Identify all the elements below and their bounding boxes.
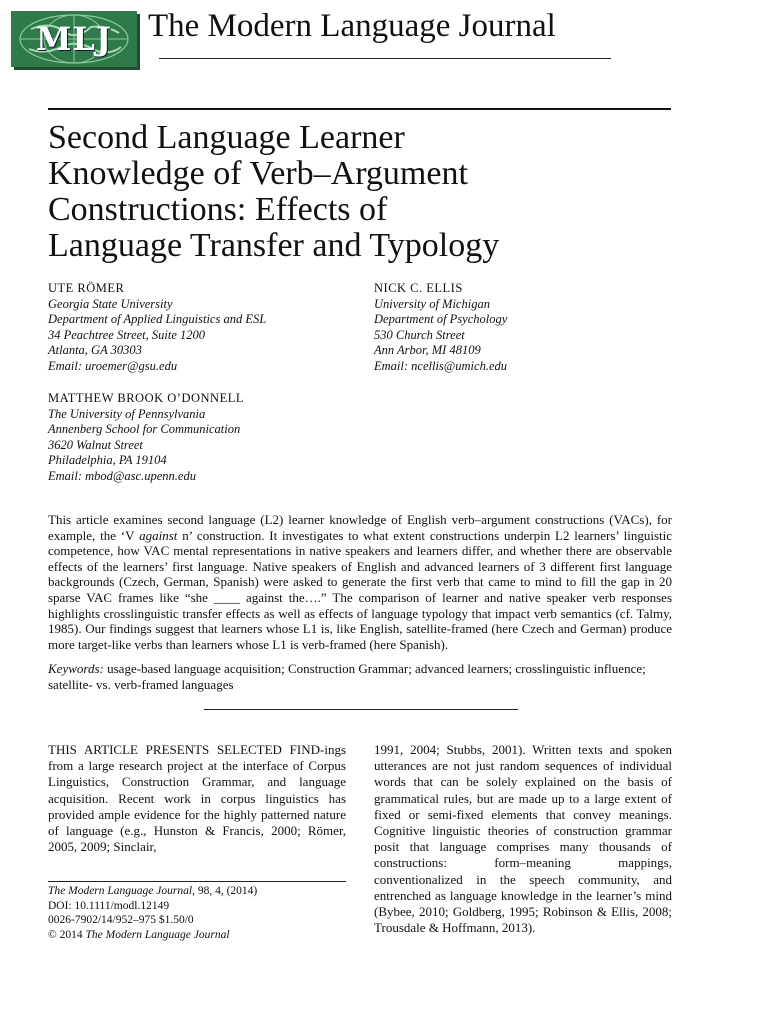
author-affiliation: Department of Psychology: [374, 312, 508, 326]
author-email: [48, 359, 266, 375]
author-affiliation: Ann Arbor, MI 48109: [374, 343, 481, 357]
copyright-prefix: © 2014: [48, 928, 86, 941]
keywords-text: usage-based language acquisition; Construction Grammar; advanced learners; crosslinguistic influence; satellite- vs. verb-framed languages: [48, 661, 646, 692]
author-affiliation: 34 Peachtree Street, Suite 1200: [48, 327, 206, 342]
body-text: 1991, 2004; Stubbs, 2001). Written texts and spoken utterances are not just random sequences of individual words that can be solely explained on the basis of grammatical rules, but are made up to a large extent of fixed or semi-fixed elements that convey meanings. Cognitive linguistic theories of construction grammar posit that language comprises many thousands of constructions: form–meaning mappings, conventionalized in the speech community, and entrenched as language knowledge in the learner’s mind (Bybee, 2010; Goldberg, 1995; Robinson & Ellis, 2008; Trousdale & Hoffmann, 2013).: [374, 742, 672, 936]
footnote-citation: [48, 884, 346, 899]
author-email: [374, 359, 507, 375]
article-title: [48, 120, 688, 264]
author-email: [48, 469, 244, 485]
section-rule: [204, 709, 518, 710]
abstract: [48, 512, 672, 652]
author-affiliation: Philadelphia, PA 19104: [48, 453, 167, 467]
abstract-text: This article examines second language (L2) learner knowledge of English verb–argument constructions (VACs), for example, the ‘V: [48, 512, 672, 543]
footnote-rule: [48, 881, 346, 882]
title-rule: [48, 108, 671, 110]
journal-title: The Modern Language Journal: [148, 8, 556, 44]
author-affiliation: 530 Church Street: [374, 327, 465, 342]
author-affiliation: The University of Pennsylvania: [48, 406, 206, 421]
author-affiliation: 3620 Walnut Street: [48, 437, 143, 452]
abstract-text: n’ construction. It investigates to what extent constructions underpin L2 learners’ linguistic competence, how VAC mental representations in native speakers and learners differ, and whether there are observable effects of the learners’ first language. Native speakers of English and advanced learners of 3 different first language backgrounds (Czech, German, Spanish) were asked to generate the first verb that came to mind to fill the gap in 20 sparse VAC frames like “she ____ against the….” The comparison of learner and native speaker verb responses highlights crosslinguistic transfer effects as well as effects of language typology that impact verb semantics (cf. Talmy, 1985). Our findings suggest that learners whose L1 is, like English, satellite-framed (here Czech and German) produce more target-like verbs than learners whose L1 is verb-framed (here Spanish).: [48, 527, 672, 652]
title-line: Constructions: Effects of: [48, 191, 388, 228]
email-address[interactable]: uroemer@gsu.edu: [85, 358, 178, 373]
body-column-left: [48, 742, 346, 855]
copyright-journal: The Modern Language Journal: [85, 928, 230, 941]
email-label: Email:: [374, 358, 409, 373]
author-affiliation: Atlanta, GA 30303: [48, 343, 142, 357]
footnote-issn: 0026-7902/14/952–975 $1.50/0: [48, 914, 194, 926]
abstract-italic: against: [139, 527, 178, 543]
footnote-journal: The Modern Language Journal: [48, 885, 193, 897]
email-address[interactable]: mbod@asc.upenn.edu: [85, 468, 196, 483]
author-block-romer: [48, 281, 266, 374]
author-affiliation: University of Michigan: [374, 296, 490, 311]
journal-logo: [11, 11, 137, 67]
author-affiliation: Annenberg School for Communication: [48, 422, 241, 436]
keywords: [48, 661, 672, 692]
body-text: ings from a large research project at the interface of Corpus Linguistics, Construction Grammar, and language acquisition. Recent work in corpus linguistics has provided ample evidence for the highly patterned nature of language (e.g., Hunston & Francis, 2000; Römer, 2005, 2009; Sinclair,: [48, 742, 346, 855]
email-address[interactable]: ncellis@umich.edu: [411, 358, 508, 373]
footnote: [48, 884, 346, 942]
author-block-odonnell: [48, 391, 244, 484]
body-lead: THIS ARTICLE PRESENTS SELECTED FIND-: [48, 742, 325, 757]
author-affiliation: Department of Applied Linguistics and ESL: [48, 312, 267, 326]
header-rule: [159, 58, 611, 59]
body-column-right: [374, 742, 672, 936]
footnote-volume: , 98, 4, (2014): [192, 885, 258, 897]
author-name: UTE RÖMER: [48, 281, 125, 295]
keywords-label: Keywords:: [48, 661, 104, 676]
author-name: NICK C. ELLIS: [374, 281, 463, 295]
footnote-doi: DOI: 10.1111/modl.12149: [48, 899, 170, 912]
email-label: Email:: [48, 358, 83, 373]
title-line: Language Transfer and Typology: [48, 227, 500, 264]
logo-text: MLJ: [35, 20, 113, 58]
author-name: MATTHEW BROOK O’DONNELL: [48, 391, 244, 405]
email-label: Email:: [48, 468, 83, 483]
author-block-ellis: [374, 281, 507, 374]
author-affiliation: Georgia State University: [48, 296, 173, 311]
footnote-copyright: [48, 928, 346, 943]
title-line: Knowledge of Verb–Argument: [48, 155, 468, 192]
title-line: Second Language Learner: [48, 119, 405, 156]
